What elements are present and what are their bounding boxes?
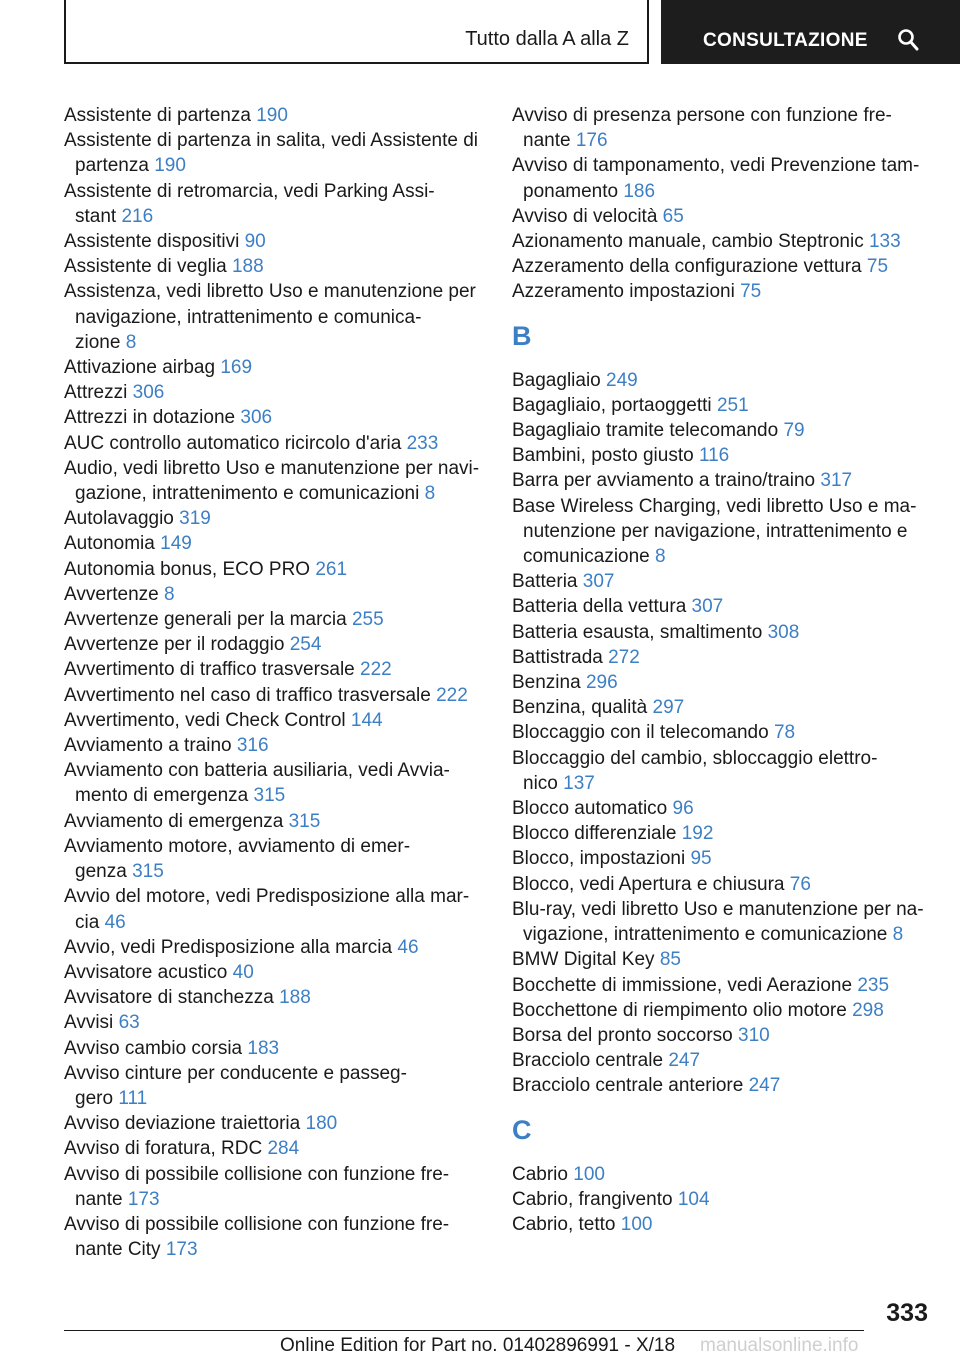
page-reference-link[interactable]: 144 <box>350 709 383 731</box>
index-entry <box>64 657 484 682</box>
index-entry <box>64 128 484 178</box>
index-entry-text: Azzeramento impostazioni <box>512 281 735 303</box>
index-entry <box>512 998 932 1023</box>
page-reference-link[interactable]: 63 <box>118 1012 140 1034</box>
page-reference-link[interactable]: 96 <box>672 798 694 820</box>
index-entry <box>64 1010 484 1035</box>
page-reference-link[interactable]: 90 <box>244 231 266 253</box>
index-entry <box>64 809 484 834</box>
index-entry-text: Autolavaggio <box>64 508 174 530</box>
index-entry-text: Cabrio, tetto <box>512 1213 616 1235</box>
page-reference-link[interactable]: 308 <box>767 621 800 643</box>
index-entry <box>64 884 484 934</box>
index-entry-text: Barra per avviamento a traino/traino <box>512 470 816 492</box>
page-reference-link[interactable]: 317 <box>820 470 853 492</box>
index-entry-text: Bloccaggio con il telecomando <box>512 722 769 744</box>
page-reference-link[interactable]: 169 <box>220 357 253 379</box>
index-entry <box>64 1136 484 1161</box>
page-reference-link[interactable]: 188 <box>231 256 264 278</box>
page-reference-link[interactable]: 149 <box>160 533 192 555</box>
page-reference-link[interactable]: 8 <box>163 583 175 605</box>
index-entry-text: Blocco, impostazioni <box>512 848 686 870</box>
index-entry <box>512 254 932 279</box>
index-entry <box>64 683 484 708</box>
page-reference-link[interactable]: 222 <box>360 659 392 681</box>
index-entry-text: BMW Digital Key <box>512 949 655 971</box>
index-entry-text: Audio, vedi libretto Uso e manutenzione per navi- gazione, intrattenimento e comunicazioni <box>64 457 480 505</box>
index-entry-text: Azzeramento della configurazione vettura <box>512 256 862 278</box>
index-entry <box>64 834 484 884</box>
index-entry-text: Avvertimento, vedi Check Control <box>64 709 346 731</box>
page-reference-link[interactable]: 251 <box>716 394 749 416</box>
index-entry-text: Attrezzi in dotazione <box>64 407 236 429</box>
index-entry-text: Assistente di partenza <box>64 105 251 126</box>
footer-edition: Online Edition for Part no. 01402896991 - X/18 <box>280 1335 676 1356</box>
index-group-a <box>512 103 932 305</box>
index-group-b <box>512 368 932 1099</box>
page-reference-link[interactable]: 190 <box>256 105 288 126</box>
page-reference-link[interactable]: 310 <box>738 1024 770 1046</box>
index-entry-text: Batteria <box>512 571 578 593</box>
section-title-box <box>64 0 649 64</box>
page-reference-link[interactable]: 261 <box>315 558 348 580</box>
page-reference-link[interactable]: 284 <box>267 1138 300 1160</box>
page-reference-link[interactable]: 222 <box>436 684 468 706</box>
page-reference-link[interactable]: 216 <box>121 205 154 227</box>
index-entry-text: Blocco, vedi Apertura e chiusura <box>512 873 785 895</box>
page-reference-link[interactable]: 306 <box>132 382 165 404</box>
index-entry <box>64 1061 484 1111</box>
index-entry <box>64 506 484 531</box>
index-entry-text: Blu-ray, vedi libretto Uso e manutenzione per na- vigazione, intrattenimento e comunicazione <box>512 898 924 946</box>
index-entry <box>512 594 932 619</box>
index-entry <box>64 405 484 430</box>
index-entry-text: Avviso di presenza persone con funzione fre- nante <box>512 105 892 152</box>
index-entry <box>512 368 932 393</box>
index-entry-text: Batteria esausta, smaltimento <box>512 621 763 643</box>
index-entry-text: Avvertenze generali per la marcia <box>64 609 347 631</box>
index-entry <box>512 103 932 153</box>
index-entry <box>512 569 932 594</box>
index-entry <box>512 872 932 897</box>
index-entry <box>512 1187 932 1212</box>
index-entry-text: Bracciolo centrale anteriore <box>512 1075 744 1097</box>
index-entry <box>64 254 484 279</box>
index-entry-text: Avvertimento nel caso di traffico trasversale <box>64 684 431 706</box>
index-entry <box>64 103 484 128</box>
index-entry-text: Assistente di veglia <box>64 256 227 278</box>
page-reference-link[interactable]: 133 <box>868 231 901 253</box>
page-reference-link[interactable]: 188 <box>279 987 311 1009</box>
index-entry-text: Avviso di possibile collisione con funzione fre- nante City <box>64 1213 450 1261</box>
index-entry-text: Borsa del pronto soccorso <box>512 1024 733 1046</box>
index-entry-text: Bracciolo centrale <box>512 1050 664 1072</box>
page-reference-link[interactable]: 75 <box>740 281 762 303</box>
index-entry-text: Avvertenze per il rodaggio <box>64 634 285 656</box>
index-entry <box>64 582 484 607</box>
page-reference-link[interactable]: 79 <box>783 420 805 442</box>
index-entry-text: Avviso deviazione traiettoria <box>64 1113 301 1135</box>
index-entry <box>512 229 932 254</box>
index-entry <box>64 607 484 632</box>
index-entry-text: AUC controllo automatico ricircolo d'aria <box>64 432 402 454</box>
page-reference-link[interactable]: 111 <box>118 1087 148 1109</box>
index-entry <box>512 1023 932 1048</box>
index-entry <box>512 279 932 304</box>
index-entry <box>64 355 484 380</box>
page-reference-link[interactable]: 255 <box>351 609 384 631</box>
page-reference-link[interactable]: 173 <box>165 1239 198 1261</box>
page-reference-link[interactable]: 76 <box>789 873 811 895</box>
tab-consultazione[interactable] <box>661 0 960 64</box>
index-entry-text: Blocco differenziale <box>512 823 677 845</box>
page-reference-link[interactable]: 190 <box>154 155 186 177</box>
page-reference-link[interactable]: 249 <box>606 369 638 391</box>
index-entry <box>512 1048 932 1073</box>
page-reference-link[interactable]: 306 <box>240 407 273 429</box>
search-icon[interactable] <box>897 28 919 52</box>
index-entry-text: Assistente di retromarcia, vedi Parking Assi- stant <box>64 180 435 227</box>
index-entry-text: Benzina, qualità <box>512 697 648 719</box>
page-reference-link[interactable]: 247 <box>668 1050 701 1072</box>
index-entry <box>64 985 484 1010</box>
index-entry-text: Avviamento motore, avviamento di emer- genza <box>64 835 411 883</box>
tab-consultazione-label: CONSULTAZIONE <box>703 30 868 51</box>
index-entry <box>512 947 932 972</box>
index-entry <box>512 1073 932 1098</box>
index-group-c <box>512 1162 932 1238</box>
index-entry-text: Batteria della vettura <box>512 596 687 618</box>
page-reference-link[interactable]: 319 <box>179 508 211 530</box>
index-entry-text: Avviso cinture per conducente e passeg- gero <box>64 1062 407 1109</box>
index-entry-text: Bagagliaio tramite telecomando <box>512 420 779 442</box>
page-reference-link[interactable]: 85 <box>659 949 681 971</box>
page-reference-link[interactable]: 192 <box>681 823 714 845</box>
page-reference-link[interactable]: 100 <box>573 1163 605 1185</box>
index-entry <box>64 733 484 758</box>
index-entry <box>64 960 484 985</box>
index-entry-text: Avvio del motore, vedi Predisposizione alla mar- cia <box>64 886 470 933</box>
page-reference-link[interactable]: 247 <box>748 1075 781 1097</box>
page-reference-link[interactable]: 298 <box>852 999 884 1021</box>
letter-heading-b: B <box>512 320 532 351</box>
page-reference-link[interactable]: 297 <box>652 697 685 719</box>
index-entry-text: Bocchette di immissione, vedi Aerazione <box>512 974 853 996</box>
page-reference-link[interactable]: 315 <box>253 785 286 807</box>
footer-watermark: manualsonline.info <box>700 1335 859 1356</box>
page-reference-link[interactable]: 8 <box>892 924 904 946</box>
index-entry <box>512 204 932 229</box>
page-reference-link[interactable]: 307 <box>582 571 615 593</box>
index-entry <box>64 1162 484 1212</box>
index-entry-text: Avviso di foratura, RDC <box>64 1138 263 1160</box>
index-column-right <box>512 103 932 1237</box>
index-entry <box>512 796 932 821</box>
index-entry-text: Avviso di velocità <box>512 205 658 227</box>
page-reference-link[interactable]: 186 <box>623 180 656 202</box>
page-reference-link[interactable]: 173 <box>127 1188 160 1210</box>
index-entry-text: Autonomia <box>64 533 155 555</box>
index-entry-text: Avvisatore di stanchezza <box>64 987 274 1009</box>
index-entry-text: Avvisi <box>64 1012 114 1034</box>
index-entry <box>64 229 484 254</box>
index-entry-text: Assistente dispositivi <box>64 231 240 253</box>
index-entry <box>512 670 932 695</box>
page-number: 333 <box>886 1299 928 1327</box>
index-entry <box>512 1162 932 1187</box>
page-reference-link[interactable]: 183 <box>247 1037 280 1059</box>
index-entry-text: Assistente di partenza in salita, vedi Assistente di partenza <box>64 130 479 177</box>
index-entry <box>64 1111 484 1136</box>
index-entry <box>512 443 932 468</box>
page-reference-link[interactable]: 254 <box>289 634 322 656</box>
index-entry-text: Avviamento di emergenza <box>64 810 284 832</box>
index-entry-text: Cabrio, frangivento <box>512 1188 673 1210</box>
index-entry <box>512 1212 932 1237</box>
index-entry-text: Bocchettone di riempimento olio motore <box>512 999 847 1021</box>
index-entry <box>512 645 932 670</box>
index-entry-text: Azionamento manuale, cambio Steptronic <box>512 231 864 253</box>
index-entry <box>512 620 932 645</box>
index-entry <box>64 557 484 582</box>
page-reference-link[interactable]: 78 <box>773 722 796 744</box>
index-entry <box>512 695 932 720</box>
index-entry <box>64 632 484 657</box>
letter-heading-c: C <box>512 1114 532 1145</box>
page-reference-link[interactable]: 307 <box>691 596 724 618</box>
index-entry-text: Battistrada <box>512 646 603 668</box>
page-reference-link[interactable]: 104 <box>677 1188 710 1210</box>
page-reference-link[interactable]: 316 <box>236 735 269 757</box>
index-entry <box>64 708 484 733</box>
index-entry-text: Avviamento a traino <box>64 735 232 757</box>
index-entry-text: Attrezzi <box>64 382 128 404</box>
page-reference-link[interactable]: 46 <box>104 911 126 933</box>
index-entry-text: Bloccaggio del cambio, sbloccaggio elettro- nico <box>512 747 878 794</box>
index-entry <box>64 431 484 456</box>
page-reference-link[interactable]: 75 <box>866 256 889 278</box>
index-entry-text: Base Wireless Charging, vedi libretto Uso e ma- nutenzione per navigazione, intrattenimento e comunicazione <box>512 495 917 568</box>
index-entry-text: Avviso di tamponamento, vedi Prevenzione tam- ponamento <box>512 155 920 202</box>
index-column-left <box>64 103 484 1262</box>
index-entry-text: Bambini, posto giusto <box>512 445 694 467</box>
page-reference-link[interactable]: 272 <box>608 646 640 668</box>
index-entry-text: Autonomia bonus, ECO PRO <box>64 558 311 580</box>
page-reference-link[interactable]: 46 <box>397 936 419 958</box>
page-reference-link[interactable]: 233 <box>406 432 439 454</box>
index-entry <box>512 897 932 947</box>
index-entry <box>512 720 932 745</box>
index-entry <box>64 279 484 355</box>
page-reference-link[interactable]: 8 <box>125 331 137 353</box>
index-entry <box>512 393 932 418</box>
index-entry-text: Avvertimento di traffico trasversale <box>64 659 355 681</box>
index-entry-text: Bagagliaio, portaoggetti <box>512 394 712 416</box>
page-reference-link[interactable]: 40 <box>232 961 254 983</box>
index-entry <box>64 935 484 960</box>
index-entry <box>512 494 932 570</box>
index-entry <box>512 846 932 871</box>
page-reference-link[interactable]: 176 <box>575 130 608 152</box>
index-entry-text: Benzina <box>512 672 581 694</box>
index-entry-text: Avvisatore acustico <box>64 961 228 983</box>
page-reference-link[interactable]: 65 <box>662 205 684 227</box>
page-reference-link[interactable]: 100 <box>620 1213 653 1235</box>
index-entry-text: Avviso di possibile collisione con funzione fre- nante <box>64 1163 450 1210</box>
index-entry-text: Avvertenze <box>64 583 159 605</box>
index-entry <box>64 1036 484 1061</box>
page-reference-link[interactable]: 95 <box>690 848 712 870</box>
index-entry <box>64 179 484 229</box>
index-entry <box>512 468 932 493</box>
index-entry-text: Bagagliaio <box>512 369 601 391</box>
page-reference-link[interactable]: 8 <box>655 546 666 568</box>
page-reference-link[interactable]: 296 <box>585 672 618 694</box>
page-header <box>0 0 960 66</box>
page-reference-link[interactable]: 315 <box>288 810 321 832</box>
index-entry <box>512 418 932 443</box>
index-entry <box>512 973 932 998</box>
page-reference-link[interactable]: 137 <box>563 772 595 794</box>
index-entry <box>512 746 932 796</box>
index-entry-text: Blocco automatico <box>512 798 668 820</box>
index-entry-text: Avviso cambio corsia <box>64 1037 243 1059</box>
index-entry <box>64 456 484 506</box>
index-entry-text: Avvio, vedi Predisposizione alla marcia <box>64 936 393 958</box>
page-reference-link[interactable]: 180 <box>305 1113 338 1135</box>
index-entry-text: Avviamento con batteria ausiliaria, vedi Avvia- mento di emergenza <box>64 760 450 807</box>
index-entry <box>64 1212 484 1262</box>
index-entry-text: Attivazione airbag <box>64 357 216 379</box>
index-entry-text: Cabrio <box>512 1163 568 1185</box>
index-entry <box>64 758 484 808</box>
section-title: Tutto dalla A alla Z <box>465 28 629 50</box>
index-entry <box>512 821 932 846</box>
page-reference-link[interactable]: 116 <box>698 445 730 467</box>
index-entry <box>64 531 484 556</box>
index-entry-text: Assistenza, vedi libretto Uso e manutenzione per navigazione, intrattenimento e comunica- zione <box>64 281 476 353</box>
index-entry <box>512 153 932 203</box>
page-reference-link[interactable]: 235 <box>857 974 890 996</box>
index-entry <box>64 380 484 405</box>
page-reference-link[interactable]: 315 <box>132 861 164 883</box>
footer-divider <box>64 1330 864 1331</box>
page-reference-link[interactable]: 8 <box>424 483 436 505</box>
